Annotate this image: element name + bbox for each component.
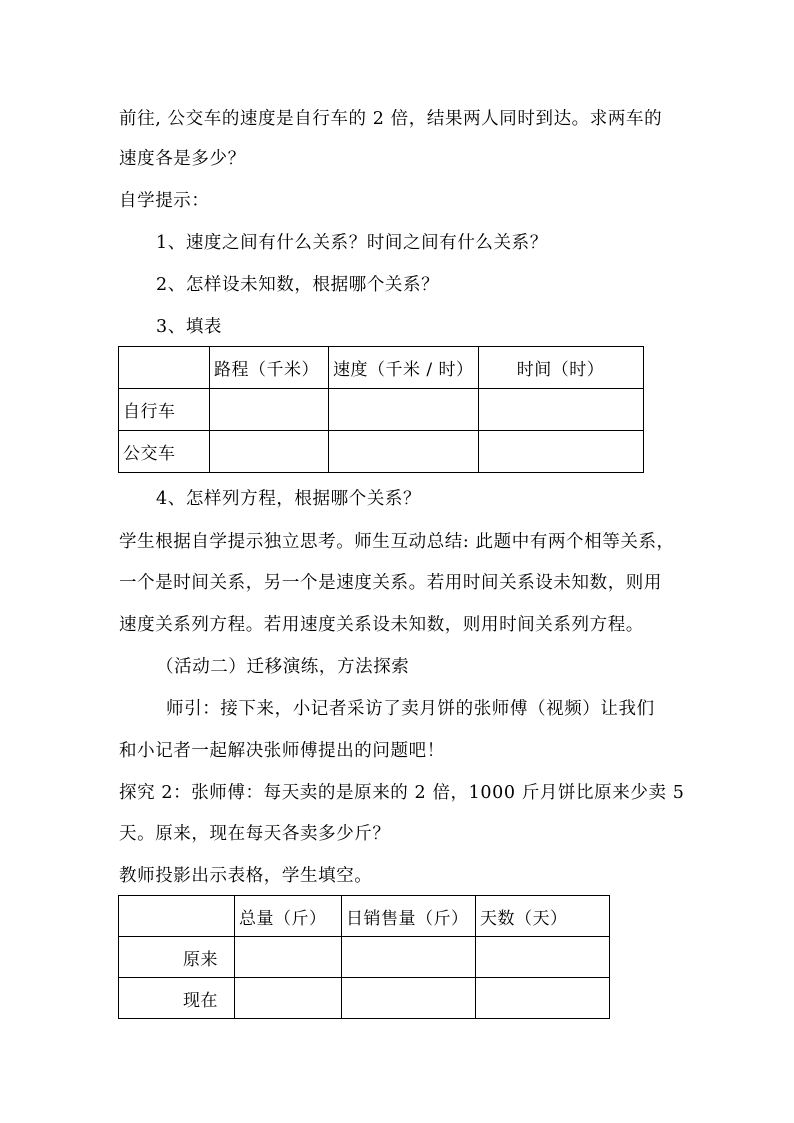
table-cell	[476, 978, 610, 1019]
table-row-label: 原来	[119, 937, 235, 978]
table-header-cell	[119, 347, 210, 389]
table-row-label: 公交车	[119, 431, 210, 473]
mooncake-sales-table	[118, 895, 610, 1019]
table-header-row	[119, 347, 644, 389]
table-cell	[210, 389, 329, 431]
table-header-cell: 总量（斤）	[235, 896, 342, 937]
table-cell	[342, 937, 476, 978]
table-cell	[476, 937, 610, 978]
table-header-cell	[119, 896, 235, 937]
table-row	[119, 937, 610, 978]
table-cell	[235, 937, 342, 978]
table-row-label: 现在	[119, 978, 235, 1019]
paragraph-problem-line-2: 速度各是多少？	[119, 149, 246, 169]
teacher-intro-line-2: 和小记者一起解决张师傅提出的问题吧！	[119, 741, 445, 761]
teacher-intro-line-1: 师引：接下来，小记者采访了卖月饼的张师傅（视频）让我们	[166, 699, 655, 719]
table-header-cell: 速度（千米 / 时）	[329, 347, 479, 389]
teacher-projection-line: 教师投影出示表格，学生填空。	[119, 866, 373, 886]
hint-item-3: 3、填表	[156, 317, 223, 337]
table-row	[119, 431, 644, 473]
table-cell	[329, 389, 479, 431]
hint-item-4: 4、怎样列方程，根据哪个关系？	[156, 489, 422, 509]
table-cell	[235, 978, 342, 1019]
paragraph-summary-line-1: 学生根据自学提示独立思考。师生互动总结: 此题中有两个相等关系，	[119, 532, 675, 552]
explore-problem-line-1: 探究 2：张师傅：每天卖的是原来的 2 倍，1000 斤月饼比原来少卖 5	[119, 783, 685, 803]
table-row	[119, 978, 610, 1019]
self-study-hint-heading: 自学提示：	[119, 191, 210, 211]
paragraph-summary-line-2: 一个是时间关系，另一个是速度关系。若用时间关系设未知数，则用	[119, 573, 662, 593]
explore-problem-line-2: 天。原来，现在每天各卖多少斤？	[119, 824, 391, 844]
paragraph-summary-line-3: 速度关系列方程。若用速度关系设未知数，则用时间关系列方程。	[119, 615, 644, 635]
table-header-cell: 路程（千米）	[210, 347, 329, 389]
table-header-cell: 时间（时）	[478, 347, 643, 389]
table-cell	[342, 978, 476, 1019]
table-cell	[210, 431, 329, 473]
table-header-cell: 日销售量（斤）	[342, 896, 476, 937]
hint-item-1: 1、速度之间有什么关系？时间之间有什么关系？	[156, 233, 548, 253]
table-row-label: 自行车	[119, 389, 210, 431]
table-row	[119, 389, 644, 431]
table-cell	[478, 389, 643, 431]
paragraph-problem-line-1: 前往, 公交车的速度是自行车的 2 倍，结果两人同时到达。求两车的	[119, 109, 663, 129]
speed-distance-table	[118, 346, 644, 473]
table-cell	[329, 431, 479, 473]
table-header-row	[119, 896, 610, 937]
table-cell	[478, 431, 643, 473]
hint-item-2: 2、怎样设未知数，根据哪个关系？	[156, 275, 440, 295]
table-header-cell: 天数（天）	[476, 896, 610, 937]
activity-two-heading: （活动二）迁移演练，方法探索	[156, 657, 410, 677]
